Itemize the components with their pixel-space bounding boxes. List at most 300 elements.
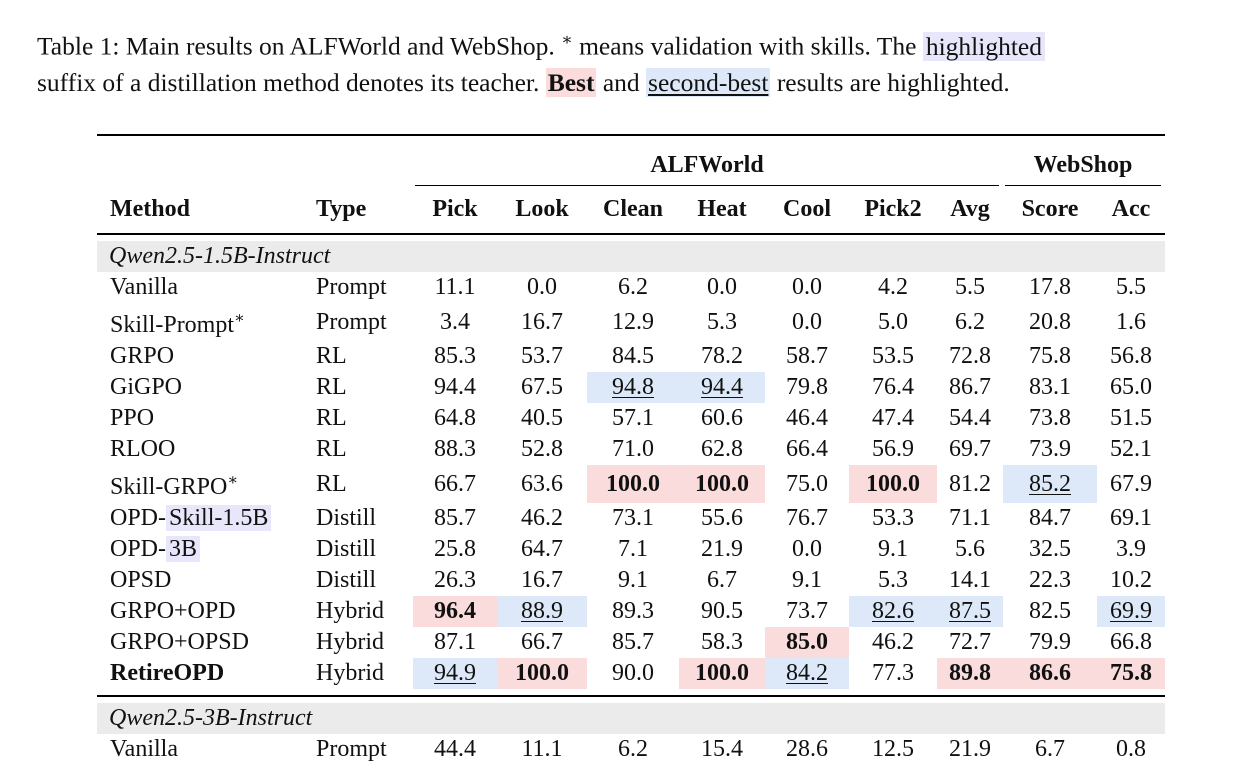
value-cell <box>1097 341 1165 372</box>
value-text: 58.7 <box>786 343 828 369</box>
type-cell: Hybrid <box>316 629 384 655</box>
value-text: 6.7 <box>707 567 737 593</box>
value-text: 79.9 <box>1029 629 1071 655</box>
col-header: Acc <box>1097 186 1165 234</box>
value-text: 71.1 <box>949 505 991 531</box>
value-cell <box>849 734 937 765</box>
value-cell <box>849 503 937 534</box>
value-cell <box>937 627 1003 658</box>
results-table <box>97 134 1165 771</box>
value-cell <box>765 372 849 403</box>
method-name: Skill-GRPO <box>110 474 228 500</box>
value-cell <box>1003 596 1097 627</box>
value-text: 40.5 <box>521 405 563 431</box>
value-cell <box>1097 658 1165 689</box>
value-cell <box>679 372 765 403</box>
value-text: 46.4 <box>786 405 828 431</box>
value-text: 84.5 <box>612 343 654 369</box>
value-text: 9.1 <box>618 567 648 593</box>
caption-star: ∗ <box>561 30 573 49</box>
value-text: 66.7 <box>434 470 476 497</box>
section-title: Qwen2.5-3B-Instruct <box>97 703 1165 734</box>
value-cell <box>1097 403 1165 434</box>
value-cell <box>413 372 497 403</box>
type-cell: Hybrid <box>316 598 384 624</box>
method-name: Vanilla <box>110 736 178 762</box>
method-name: OPSD <box>110 567 172 593</box>
value-text: 78.2 <box>701 343 743 369</box>
value-text: 10.2 <box>1110 567 1152 593</box>
value-text: 1.6 <box>1116 308 1146 335</box>
value-cell <box>679 341 765 372</box>
value-cell <box>1097 303 1165 341</box>
value-cell <box>765 303 849 341</box>
col-header: Look <box>497 186 587 234</box>
value-text: 57.1 <box>612 405 654 431</box>
value-cell <box>679 503 765 534</box>
value-text: 5.3 <box>707 308 737 335</box>
value-cell <box>849 372 937 403</box>
value-cell <box>587 658 679 689</box>
method-name: GRPO+OPD <box>110 598 236 624</box>
value-cell <box>1097 596 1165 627</box>
value-text: 75.8 <box>1029 343 1071 369</box>
value-text: 66.4 <box>786 436 828 462</box>
value-text: 69.1 <box>1110 505 1152 531</box>
method-cell <box>97 303 303 341</box>
value-cell <box>937 596 1003 627</box>
value-cell <box>497 372 587 403</box>
value-cell <box>937 465 1003 503</box>
value-text: 14.1 <box>949 567 991 593</box>
value-text: 6.2 <box>955 308 985 335</box>
caption-highlighted-sample: highlighted <box>923 32 1045 61</box>
method-name: Vanilla <box>110 274 178 300</box>
type-cell: RL <box>316 343 347 369</box>
value-cell <box>765 627 849 658</box>
value-text: 28.6 <box>786 736 828 762</box>
value-text: 5.6 <box>955 536 985 562</box>
teacher-suffix: Skill-1.5B <box>166 505 271 531</box>
value-cell <box>937 734 1003 765</box>
value-cell <box>679 596 765 627</box>
value-cell <box>937 534 1003 565</box>
value-text: 85.7 <box>434 505 476 531</box>
value-text: 75.0 <box>786 470 828 497</box>
value-cell <box>849 272 937 303</box>
group-header-row <box>97 136 1165 186</box>
value-cell <box>497 534 587 565</box>
value-cell <box>765 272 849 303</box>
value-cell <box>937 272 1003 303</box>
value-text: 90.0 <box>612 660 654 686</box>
value-text: 82.5 <box>1029 598 1071 624</box>
type-cell: Prompt <box>316 736 387 762</box>
value-text: 0.8 <box>1116 736 1146 762</box>
value-text: 85.7 <box>612 629 654 655</box>
value-text: 100.0 <box>866 470 920 497</box>
table-row <box>97 627 1165 658</box>
table-row <box>97 503 1165 534</box>
col-header: Clean <box>587 186 679 234</box>
value-text: 11.1 <box>521 736 563 762</box>
value-text: 100.0 <box>606 470 660 497</box>
value-text: 88.9 <box>521 598 563 624</box>
value-text: 56.9 <box>872 436 914 462</box>
value-text: 73.9 <box>1029 436 1071 462</box>
method-name: PPO <box>110 405 155 431</box>
method-cell <box>97 272 303 303</box>
value-text: 86.7 <box>949 374 991 400</box>
value-text: 17.8 <box>1029 274 1071 300</box>
value-text: 53.5 <box>872 343 914 369</box>
section-header-row <box>97 241 1165 272</box>
value-cell <box>587 627 679 658</box>
value-text: 0.0 <box>707 274 737 300</box>
value-text: 87.1 <box>434 629 476 655</box>
value-text: 20.8 <box>1029 308 1071 335</box>
table-caption <box>37 22 1232 101</box>
value-cell <box>1097 465 1165 503</box>
value-cell <box>497 734 587 765</box>
value-text: 87.5 <box>949 598 991 624</box>
table-row <box>97 734 1165 765</box>
value-cell <box>497 565 587 596</box>
col-header: Type <box>303 186 413 234</box>
value-cell <box>497 465 587 503</box>
value-text: 21.9 <box>701 536 743 562</box>
value-cell <box>937 303 1003 341</box>
value-cell <box>765 341 849 372</box>
table-row <box>97 596 1165 627</box>
value-cell <box>1097 272 1165 303</box>
value-cell <box>849 465 937 503</box>
method-cell <box>97 534 303 565</box>
method-name: Skill-Prompt <box>110 312 235 338</box>
value-text: 15.4 <box>701 736 743 762</box>
value-text: 85.3 <box>434 343 476 369</box>
value-text: 96.4 <box>434 598 476 624</box>
value-cell <box>1003 434 1097 465</box>
value-cell <box>765 565 849 596</box>
value-cell <box>765 534 849 565</box>
value-text: 64.8 <box>434 405 476 431</box>
caption-prefix: Table 1: Main results on ALFWorld and WebShop. <box>37 31 555 61</box>
value-cell <box>937 372 1003 403</box>
value-cell <box>679 434 765 465</box>
value-text: 85.2 <box>1029 470 1071 497</box>
value-cell <box>497 503 587 534</box>
value-text: 77.3 <box>872 660 914 686</box>
value-cell <box>937 434 1003 465</box>
value-text: 65.0 <box>1110 374 1152 400</box>
value-text: 94.4 <box>434 374 476 400</box>
caption-line-2 <box>37 65 1232 101</box>
value-text: 79.8 <box>786 374 828 400</box>
table-row <box>97 372 1165 403</box>
value-text: 90.5 <box>701 598 743 624</box>
value-text: 6.2 <box>618 274 648 300</box>
table-row <box>97 434 1165 465</box>
value-text: 66.7 <box>521 629 563 655</box>
caption-line2a: suffix of a distillation method denotes its teacher. <box>37 67 540 97</box>
value-cell <box>765 734 849 765</box>
method-cell <box>97 734 303 765</box>
value-cell <box>679 534 765 565</box>
col-header: Heat <box>679 186 765 234</box>
value-text: 0.0 <box>792 274 822 300</box>
value-text: 26.3 <box>434 567 476 593</box>
value-text: 32.5 <box>1029 536 1071 562</box>
value-text: 84.2 <box>786 660 828 686</box>
value-text: 85.0 <box>786 629 828 655</box>
type-cell: Distill <box>316 536 377 562</box>
value-cell <box>849 341 937 372</box>
value-cell <box>413 272 497 303</box>
value-cell <box>587 272 679 303</box>
caption-second-sample: second-best <box>648 67 769 97</box>
value-text: 63.6 <box>521 470 563 497</box>
type-cell: RL <box>316 374 347 400</box>
value-text: 75.8 <box>1110 660 1152 686</box>
value-cell <box>849 658 937 689</box>
value-cell <box>587 465 679 503</box>
table-row <box>97 534 1165 565</box>
value-cell <box>1097 434 1165 465</box>
type-cell: Prompt <box>316 274 387 300</box>
group-webshop: WebShop <box>1005 145 1161 186</box>
skill-star: ∗ <box>234 310 245 327</box>
value-cell <box>679 658 765 689</box>
skill-star: ∗ <box>227 472 239 489</box>
method-cell <box>97 627 303 658</box>
value-text: 11.1 <box>434 274 476 300</box>
value-text: 3.4 <box>440 308 470 335</box>
method-cell <box>97 465 303 503</box>
value-text: 47.4 <box>872 405 914 431</box>
value-cell <box>413 658 497 689</box>
value-text: 4.2 <box>878 274 908 300</box>
type-cell: RL <box>316 470 347 497</box>
col-header: Pick <box>413 186 497 234</box>
value-text: 5.5 <box>1116 274 1146 300</box>
caption-line-1 <box>37 22 1232 65</box>
value-text: 67.5 <box>521 374 563 400</box>
value-cell <box>849 565 937 596</box>
col-header: Method <box>97 186 303 234</box>
value-cell <box>497 434 587 465</box>
caption-best-sample: Best <box>547 67 595 97</box>
value-cell <box>1003 403 1097 434</box>
value-text: 71.0 <box>612 436 654 462</box>
value-cell <box>413 534 497 565</box>
value-cell <box>1097 565 1165 596</box>
value-cell <box>413 303 497 341</box>
value-cell <box>413 465 497 503</box>
col-header: Score <box>1003 186 1097 234</box>
value-cell <box>497 627 587 658</box>
value-text: 9.1 <box>878 536 908 562</box>
value-text: 0.0 <box>792 308 822 335</box>
method-cell <box>97 658 303 689</box>
value-cell <box>587 734 679 765</box>
value-cell <box>1003 534 1097 565</box>
value-cell <box>765 465 849 503</box>
value-text: 76.7 <box>786 505 828 531</box>
method-name: OPD- <box>110 536 167 562</box>
value-text: 53.3 <box>872 505 914 531</box>
value-cell <box>765 434 849 465</box>
table-row <box>97 341 1165 372</box>
value-cell <box>1003 372 1097 403</box>
caption-line2b: results are highlighted. <box>776 67 1010 97</box>
value-cell <box>849 534 937 565</box>
value-cell <box>413 403 497 434</box>
value-text: 73.8 <box>1029 405 1071 431</box>
value-cell <box>1003 503 1097 534</box>
value-text: 89.8 <box>949 660 991 686</box>
type-cell: Distill <box>316 505 377 531</box>
value-cell <box>413 503 497 534</box>
table-row <box>97 303 1165 341</box>
value-cell <box>1003 465 1097 503</box>
value-cell <box>1097 627 1165 658</box>
value-cell <box>1003 565 1097 596</box>
table-row <box>97 272 1165 303</box>
value-cell <box>497 658 587 689</box>
caption-and: and <box>602 67 640 97</box>
method-cell <box>97 503 303 534</box>
value-text: 16.7 <box>521 567 563 593</box>
value-cell <box>937 403 1003 434</box>
value-cell <box>1003 627 1097 658</box>
col-header: Avg <box>937 186 1003 234</box>
value-text: 46.2 <box>872 629 914 655</box>
value-text: 73.7 <box>786 598 828 624</box>
value-cell <box>497 272 587 303</box>
col-header: Pick2 <box>849 186 937 234</box>
value-text: 51.5 <box>1110 405 1152 431</box>
value-cell <box>413 434 497 465</box>
value-cell <box>937 658 1003 689</box>
section-title: Qwen2.5-1.5B-Instruct <box>97 241 1165 272</box>
method-cell <box>97 341 303 372</box>
value-text: 0.0 <box>792 536 822 562</box>
value-text: 81.2 <box>949 470 991 497</box>
method-name: OPD- <box>110 505 167 531</box>
table-row <box>97 465 1165 503</box>
value-cell <box>679 465 765 503</box>
method-name: GRPO+OPSD <box>110 629 249 655</box>
value-text: 7.1 <box>618 536 648 562</box>
value-text: 6.2 <box>618 736 648 762</box>
value-text: 5.0 <box>878 308 908 335</box>
value-text: 46.2 <box>521 505 563 531</box>
value-text: 89.3 <box>612 598 654 624</box>
value-cell <box>413 596 497 627</box>
value-cell <box>765 658 849 689</box>
value-text: 54.4 <box>949 405 991 431</box>
value-cell <box>497 596 587 627</box>
method-cell <box>97 372 303 403</box>
value-cell <box>413 734 497 765</box>
value-text: 94.9 <box>434 660 476 686</box>
value-cell <box>587 565 679 596</box>
method-cell <box>97 596 303 627</box>
value-text: 21.9 <box>949 736 991 762</box>
value-cell <box>765 596 849 627</box>
type-cell: Distill <box>316 567 377 593</box>
value-cell <box>765 403 849 434</box>
value-cell <box>1003 272 1097 303</box>
value-text: 66.8 <box>1110 629 1152 655</box>
table-row <box>97 403 1165 434</box>
value-cell <box>587 434 679 465</box>
value-cell <box>849 434 937 465</box>
value-text: 53.7 <box>521 343 563 369</box>
value-cell <box>497 303 587 341</box>
value-cell <box>1003 303 1097 341</box>
value-cell <box>849 627 937 658</box>
method-name: RLOO <box>110 436 176 462</box>
value-text: 83.1 <box>1029 374 1071 400</box>
value-text: 62.8 <box>701 436 743 462</box>
value-text: 56.8 <box>1110 343 1152 369</box>
value-cell <box>679 303 765 341</box>
method-cell <box>97 403 303 434</box>
value-cell <box>937 565 1003 596</box>
value-cell <box>679 272 765 303</box>
value-cell <box>413 341 497 372</box>
value-text: 60.6 <box>701 405 743 431</box>
value-text: 72.7 <box>949 629 991 655</box>
method-name: GiGPO <box>110 374 183 400</box>
value-text: 5.5 <box>955 274 985 300</box>
value-cell <box>1097 734 1165 765</box>
value-text: 9.1 <box>792 567 822 593</box>
group-alfworld: ALFWorld <box>415 145 999 186</box>
type-cell: Hybrid <box>316 660 384 686</box>
value-text: 69.7 <box>949 436 991 462</box>
value-text: 12.9 <box>612 308 654 335</box>
value-cell <box>413 627 497 658</box>
teacher-suffix: 3B <box>166 536 200 562</box>
value-text: 0.0 <box>527 274 557 300</box>
table-row <box>97 565 1165 596</box>
method-cell <box>97 565 303 596</box>
value-cell <box>679 734 765 765</box>
value-text: 64.7 <box>521 536 563 562</box>
value-text: 73.1 <box>612 505 654 531</box>
value-text: 94.8 <box>612 374 654 400</box>
value-cell <box>1003 734 1097 765</box>
value-text: 82.6 <box>872 598 914 624</box>
value-text: 6.7 <box>1035 736 1065 762</box>
value-cell <box>587 341 679 372</box>
value-cell <box>1097 534 1165 565</box>
caption-mid: means validation with skills. The <box>579 31 917 61</box>
type-cell: RL <box>316 405 347 431</box>
type-cell: Prompt <box>316 308 387 335</box>
value-text: 52.1 <box>1110 436 1152 462</box>
value-cell <box>413 565 497 596</box>
column-header-row <box>97 186 1165 234</box>
col-header: Cool <box>765 186 849 234</box>
value-text: 25.8 <box>434 536 476 562</box>
value-text: 5.3 <box>878 567 908 593</box>
value-text: 84.7 <box>1029 505 1071 531</box>
value-cell <box>497 403 587 434</box>
